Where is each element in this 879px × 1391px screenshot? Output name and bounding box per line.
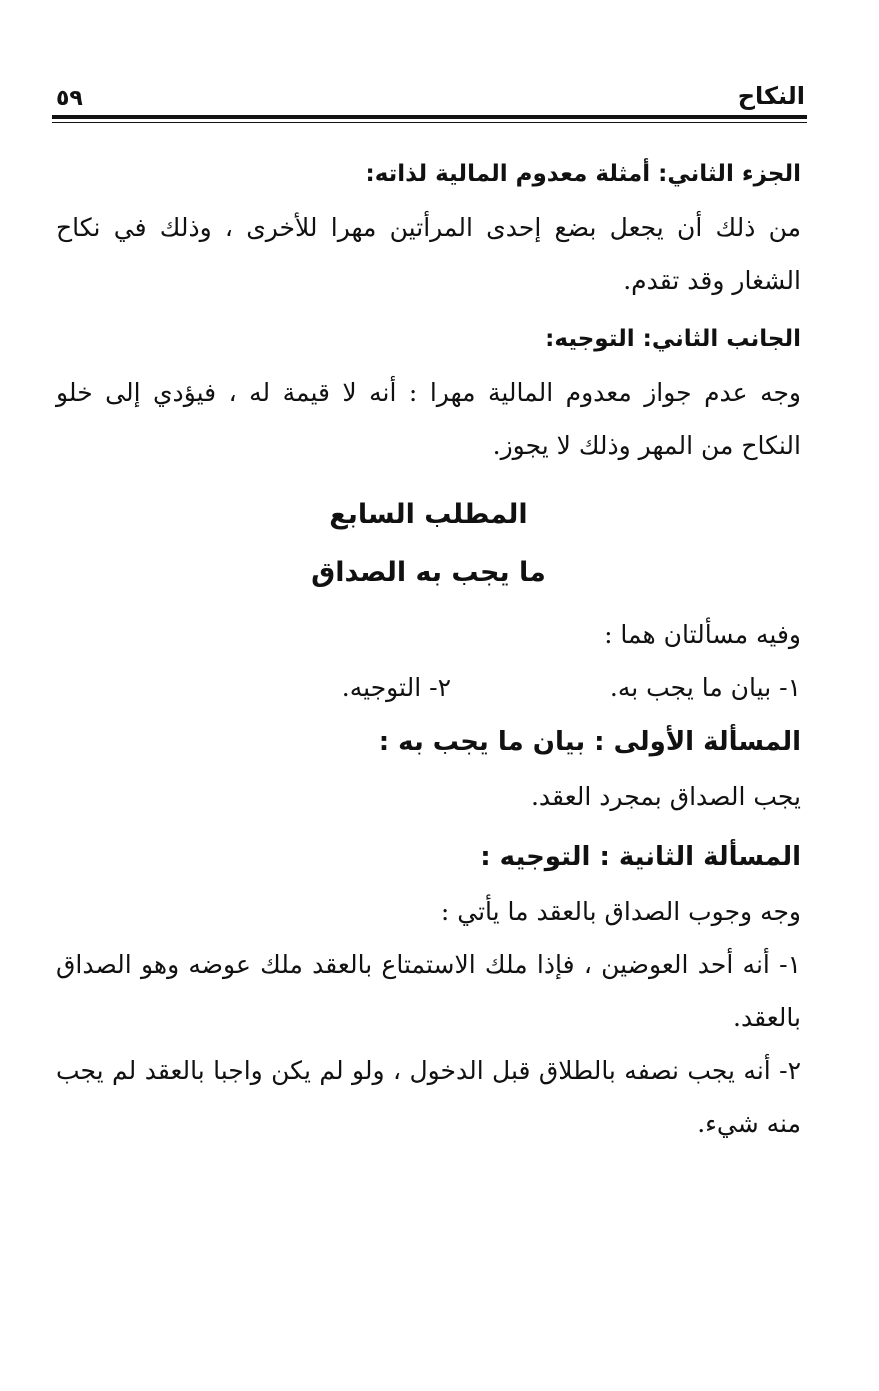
header-title: النكاح	[737, 82, 805, 110]
page-number: ٥٩	[56, 86, 83, 111]
chapter-title: المطلب السابع	[329, 499, 528, 530]
header-rule-thick	[52, 115, 807, 119]
aspect2-heading: الجانب الثاني: التوجيه:	[545, 326, 801, 352]
header-rule-thin	[52, 122, 807, 123]
issue1-text: يجب الصداق بمجرد العقد.	[530, 782, 801, 811]
issue2-heading: المسألة الثانية : التوجيه :	[480, 842, 801, 872]
aspect2-paragraph: وجه عدم جواز معدوم المالية مهرا : أنه لا قيمة له ، فيؤدي إلى خلو النكاح من المهر وذلك لا يجوز.	[56, 378, 801, 460]
issue2-point-1: ١- أنه أحد العوضين ، فإذا ملك الاستمتاع بالعقد ملك عوضه وهو الصداق بالعقد.	[56, 950, 801, 1032]
part2-paragraph: من ذلك أن يجعل بضع إحدى المرأتين مهرا للأخرى ، وذلك في نكاح الشغار وقد تقدم.	[56, 213, 801, 295]
issue2-intro: وجه وجوب الصداق بالعقد ما يأتي :	[440, 897, 801, 926]
intro-text: وفيه مسألتان هما :	[604, 620, 801, 649]
page-body	[56, 148, 801, 1150]
issue1-heading: المسألة الأولى : بيان ما يجب به :	[378, 727, 801, 757]
intro-items	[56, 661, 801, 714]
chapter-subtitle: ما يجب به الصداق	[311, 557, 546, 588]
running-header	[52, 78, 807, 118]
part2-heading: الجزء الثاني: أمثلة معدوم المالية لذاته:	[365, 161, 801, 187]
issue2-point-2: ٢- أنه يجب نصفه بالطلاق قبل الدخول ، ولو لم يكن واجبا بالعقد لم يجب منه شيء.	[56, 1056, 801, 1138]
intro-item-2: ٢- التوجيه.	[341, 673, 451, 702]
intro-item-1: ١- بيان ما يجب به.	[609, 673, 801, 702]
